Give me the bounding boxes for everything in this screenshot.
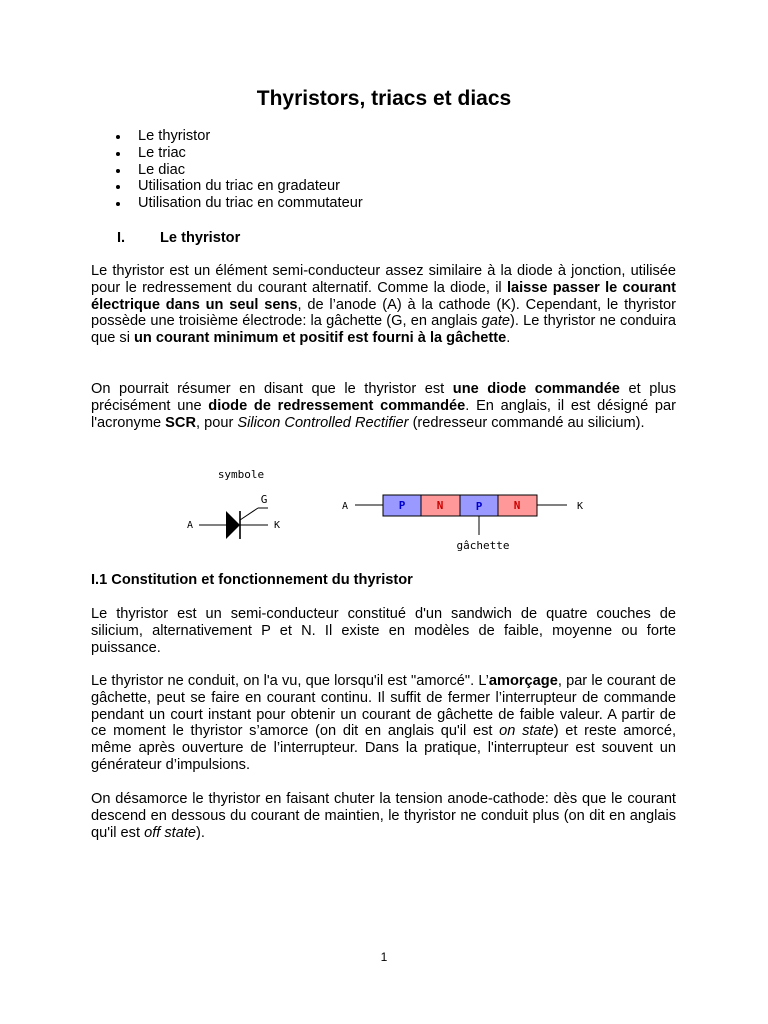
text-run: ). bbox=[196, 824, 205, 841]
paragraph-intro bbox=[91, 263, 676, 347]
italic-run: off state bbox=[144, 824, 197, 841]
diode-triangle bbox=[226, 511, 240, 539]
text-run: , pour bbox=[195, 414, 238, 431]
page-number: 1 bbox=[380, 950, 388, 964]
table-of-contents bbox=[91, 128, 363, 212]
layer-label: P bbox=[398, 499, 406, 512]
pnpn-layers bbox=[383, 495, 537, 516]
italic-run: on state bbox=[499, 723, 554, 740]
document-title: Thyristors, triacs et diacs bbox=[256, 87, 512, 110]
subsection-heading: I.1 Constitution et fonctionnement du thyristor bbox=[91, 572, 413, 588]
text-run: Le thyristor est un élément semi-conducteur assez similaire à la diode à jonction, utilisée pour le redressement du courant alternatif. Comme la diode, il bbox=[91, 263, 676, 296]
italic-run: Silicon Controlled Rectifier bbox=[237, 414, 409, 431]
gate-caption: gâchette bbox=[456, 539, 510, 552]
toc-item: Le diac bbox=[91, 162, 363, 179]
bold-run: une diode commandée bbox=[452, 381, 620, 397]
toc-item: Le thyristor bbox=[91, 128, 363, 145]
text-run: , par le courant de gâchette, peut se faire en courant continu. Il suffit de fermer l’interrupteur de commande pendant un court instant pour obtenir un courant de gâchette de faible valeur. A partir de ce moment le thyristor s’amorce (on dit en anglais qu'il est bbox=[91, 673, 676, 740]
bar-anode-label: A bbox=[341, 501, 349, 512]
toc-item: Le triac bbox=[91, 145, 363, 162]
layer-label: P bbox=[475, 500, 483, 513]
layer-label: N bbox=[436, 499, 444, 512]
toc-item: Utilisation du triac en commutateur bbox=[91, 195, 363, 212]
bold-run: amorçage bbox=[488, 673, 558, 689]
cathode-label: K bbox=[273, 520, 281, 531]
section-number: I. bbox=[117, 230, 126, 246]
paragraph-constitution: Le thyristor est un semi-conducteur constitué d'un sandwich de quatre couches de silicium, alternativement P et N. Il existe en modèles de faible, moyenne ou forte puissance. bbox=[91, 606, 676, 656]
bold-run: diode de redressement commandée bbox=[208, 397, 466, 414]
toc-item: Utilisation du triac en gradateur bbox=[91, 178, 363, 195]
text-run: et plus précisément une bbox=[91, 381, 677, 414]
section-title: Le thyristor bbox=[160, 230, 241, 246]
gate-label: G bbox=[260, 493, 268, 506]
paragraph-desamorcage bbox=[91, 791, 676, 841]
thyristor-symbol bbox=[199, 508, 268, 539]
bold-run: un courant minimum et positif est fourni à la gâchette bbox=[134, 330, 507, 347]
bold-run: laisse passer le courant électrique dans un seul sens bbox=[91, 279, 677, 313]
text-run: On désamorce le thyristor en faisant chuter la tension anode-cathode: dès que le courant descend en dessous du courant de maintien, le thyristor ne conduit plus (on dit en anglais qu'il est bbox=[91, 791, 676, 841]
bar-cathode-label: K bbox=[576, 501, 584, 512]
text-run: On pourrait résumer en disant que le thyristor est bbox=[91, 381, 453, 397]
bold-run: SCR bbox=[165, 414, 196, 431]
paragraph-summary bbox=[91, 381, 676, 431]
layer-label: N bbox=[513, 499, 521, 512]
text-run: ) et reste amorcé, même après ouverture de l’interrupteur. Dans la pratique, l'interrupteur est souvent un générateur d’impulsions. bbox=[91, 723, 676, 773]
section-heading bbox=[117, 230, 240, 247]
text-run: (redresseur commandé au silicium). bbox=[408, 414, 645, 431]
italic-run: gate bbox=[481, 313, 510, 330]
text-run: ). Le thyristor ne conduira que si bbox=[91, 313, 677, 347]
thyristor-figure bbox=[0, 460, 768, 560]
gate-lead bbox=[240, 508, 258, 520]
text-run: . bbox=[506, 330, 511, 347]
anode-label: A bbox=[186, 520, 194, 531]
symbol-caption: symbole bbox=[217, 468, 265, 481]
paragraph-amorcage bbox=[91, 673, 676, 774]
text-run: . En anglais, il est désigné par l'acronyme bbox=[91, 397, 677, 431]
text-run: , de l’anode (A) à la cathode (K). Cependant, le thyristor possède une troisième électrode: la gâchette (G, en anglais bbox=[91, 296, 676, 330]
text-run: Le thyristor ne conduit, on l'a vu, que lorsqu'il est "amorcé". L’ bbox=[91, 673, 489, 689]
